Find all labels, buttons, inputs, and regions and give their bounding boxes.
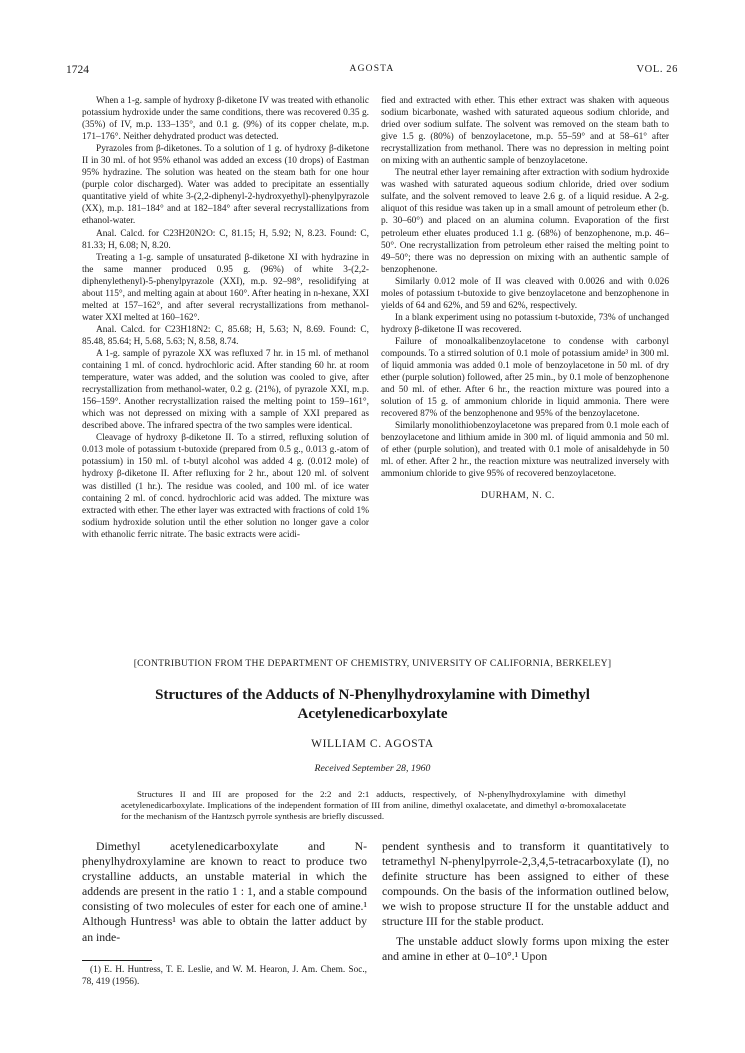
footnote <box>82 964 367 988</box>
running-head <box>66 64 678 80</box>
paragraph: The unstable adduct slowly forms upon mixing the ester and amine in ether at 0–10°.¹ Upon <box>382 934 669 963</box>
running-title: AGOSTA <box>349 64 395 74</box>
paragraph: Pyrazoles from β-diketones. To a solution of 1 g. of hydroxy β-diketone II in 30 ml. of hot 95% ethanol was added an excess (10 drops) of Eastman 95% hydrazine. The solution was heated on the steam bath for one hour (purple color discharged). Water was added to precipitate an essentially quantitative yield of white 3-(2,2-diphenyl-2-hydroxyethyl)-phenylpyrazole (XX), m.p. 181–184° and at 182–184° after several recrystallizations from ethanol-water. <box>82 144 369 227</box>
volume-label: VOL. 26 <box>636 64 678 75</box>
paragraph: The neutral ether layer remaining after extraction with sodium hydroxide was washed with saturated aqueous sodium chloride, dried over sodium sulfate, and the solvent removed to leave 2.6 g. of a liquid residue. A 2-g. aliquot of this residue was taken up in a small amount of petroleum ether (b. p. 30–60°) and placed on an alumina column. Evaporation of the first petroleum ether eluates produced 1.1 g. (68%) of benzophenone, m.p. 46–50°. One recrystallization from petroleum ether raised the melting point to 49–50°; there was no depression on mixing with an authentic sample of benzophenone. <box>381 168 669 275</box>
page-number: 1724 <box>66 64 89 76</box>
footnote-text: (1) E. H. Huntress, T. E. Leslie, and W. M. Hearon, J. Am. Chem. Soc., 78, 419 (1956). <box>82 965 367 987</box>
paragraph: When a 1-g. sample of hydroxy β-diketone IV was treated with ethanolic potassium hydroxide under the same conditions, there was recovered 0.35 g. (35%) of IV, m.p. 133–135°, and 0.1 g. (9%) of its copper chelate, m.p. 171–176°. Neither dehydrated product was detected. <box>82 96 369 143</box>
paragraph: Failure of monoalkalibenzoylacetone to condense with carbonyl compounds. To a stirred solution of 0.1 mole of potassium amide³ in 300 ml. of liquid ammonia was added 0.1 mole of benzoylacetone in 50 ml. of dry ether (purple solution) followed, after 25 min., by 0.1 mole of benzophenone and 50 ml. of ether. After 6 hr., the reaction mixture was poured into a solution of 15 g. of ammonium chloride in liquid ammonia. There were recovered 87% of the benzophenone and 95% of the benzoylacetone. <box>381 336 669 420</box>
article-title-line: Acetylenedicarboxylate <box>297 706 448 722</box>
previous-article-left-column <box>82 95 369 541</box>
article-title-line: Structures of the Adducts of N-Phenylhydroxylamine with Dimethyl <box>155 687 590 703</box>
footnote-rule <box>82 960 152 961</box>
contribution-line: [CONTRIBUTION FROM THE DEPARTMENT OF CHEMISTRY, UNIVERSITY OF CALIFORNIA, BERKELEY] <box>133 658 612 669</box>
paragraph: Similarly 0.012 mole of II was cleaved with 0.0026 and with 0.026 moles of potassium t-butoxide to give benzoylacetone and benzophenone in yields of 64 and 62%, and 59 and 62%, respectively. <box>381 276 669 311</box>
paragraph: Cleavage of hydroxy β-diketone II. To a stirred, refluxing solution of 0.013 mole of potassium t-butoxide (prepared from 0.5 g., 0.013 g.-atom of potassium) in 150 ml. of t-butyl alcohol was added 4 g. (0.012 mole) of hydroxy β-diketone II. After refluxing for 2 hr., about 120 ml. of solvent was distilled (1 hr.). The residue was cooled, and 100 ml. of ice water containing 2 ml. of concd. hydrochloric acid was added. The mixture was extracted with ether. The ether layer was extracted with fractions of cold 1% sodium hydroxide solution until the ether solution no longer gave a color with ethanolic ferric nitrate. The basic extracts were acidi- <box>82 433 369 540</box>
received-date: Received September 28, 1960 <box>314 763 431 774</box>
author-name: WILLIAM C. AGOSTA <box>311 738 434 750</box>
paragraph: A 1-g. sample of pyrazole XX was refluxed 7 hr. in 15 ml. of methanol containing 1 ml. of concd. hydrochloric acid. After standing 60 hr. at room temperature, water was added, and the solution was cooled to give, after recrystallization from methanol-water, 0.2 g. (21%), of pyrazole XXI, m.p. 156–159°. Another recrystallization raised the melting point to 159–161°, which was not depressed on mixing with a sample of XXI prepared as described above. The infrared spectra of the two samples were identical. <box>82 348 369 432</box>
paragraph: pendent synthesis and to transform it quantitatively to tetramethyl N-phenylpyrrole-2,3,4,5-tetracarboxylate (I), no definite structure has been assigned to either of these compounds. On the basis of the information outlined below, we wish to propose structure II for the unstable adduct and structure III for the stable product. <box>382 840 669 929</box>
previous-article-right-column <box>381 95 669 502</box>
paragraph: Similarly monolithiobenzoylacetone was prepared from 0.1 mole each of benzoylacetone and lithium amide in 300 ml. of liquid ammonia and 50 ml. of ether (purple solution), and treated with 0.1 mole of anisaldehyde in 50 ml. of ether. After 2 hr., the reaction mixture was neutralized inversely with ammonium chloride to give 95% of recovered benzoylacetone. <box>381 421 669 480</box>
author-location: DURHAM, N. C. <box>481 490 555 501</box>
body-left-column <box>82 839 367 945</box>
paragraph: In a blank experiment using no potassium t-butoxide, 73% of unchanged hydroxy β-diketone II was recovered. <box>381 312 669 335</box>
paragraph: Anal. Calcd. for C23H20N2O: C, 81.15; H, 5.92; N, 8.23. Found: C, 81.33; H, 6.08; N, 8.20. <box>82 228 369 251</box>
paragraph: Dimethyl acetylenedicarboxylate and N-phenylhydroxylamine are known to react to produce two crystalline adducts, an unstable material in which the addends are present in the ratio 1 : 1, and a stable compound consisting of two molecules of ester for each one of amine.¹ Although Huntress¹ was able to obtain the latter adduct by an inde- <box>82 840 367 944</box>
abstract-text: Structures II and III are proposed for the 2:2 and 2:1 adducts, respectively, of N-phenylhydroxylamine with dimethyl acetylenedicarboxylate. Implications of the independent formation of III from aniline, dimethyl oxalacetate, and dimethyl α-bromoxalacetate for the mechanism of the Hantzsch pyrrole synthesis are briefly discussed. <box>121 789 626 821</box>
abstract <box>121 789 626 822</box>
paragraph: Treating a 1-g. sample of unsaturated β-diketone XI with hydrazine in the same manner produced 0.95 g. (96%) of white 3-(2,2-diphenylethenyl)-5-phenylpyrazole (XXI), m.p. 92–98°, resolidifying at about 115°, and melting again at about 160°. After heating in n-hexane, XXI melted at 157–162°, and after several recrystallizations from methanol-water XXI melted at 160–162°. <box>82 252 369 323</box>
paragraph: Anal. Calcd. for C23H18N2: C, 85.68; H, 5.63; N, 8.69. Found: C, 85.48, 85.64; H, 5.68, 5.63; N, 8.58, 8.74. <box>82 324 369 347</box>
paragraph: fied and extracted with ether. This ether extract was shaken with aqueous sodium bicarbonate, washed with saturated aqueous sodium chloride, and dried over sodium sulfate. The solvent was removed on the steam bath to give 1.5 g. (80%) of benzoylacetone, m.p. 55–59° and at 58–61° after recrystallization from methanol. There was no depression in melting point on mixing with an authentic sample of benzoylacetone. <box>381 96 669 167</box>
body-right-column <box>382 839 669 964</box>
article-title <box>60 686 685 724</box>
